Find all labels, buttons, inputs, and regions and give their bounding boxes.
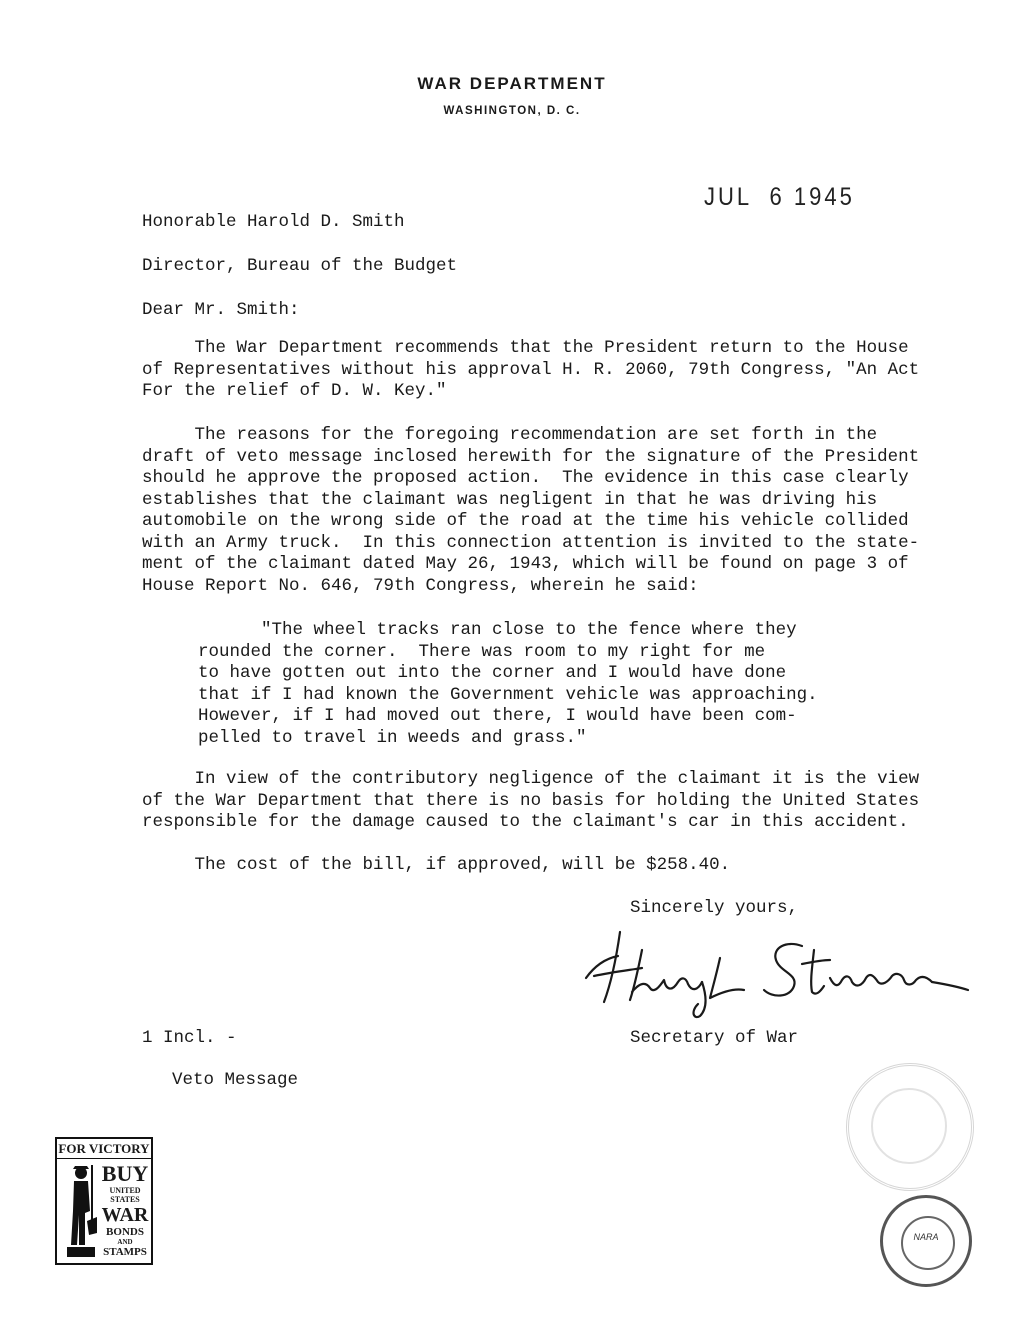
library-seal-faint [846,1063,974,1191]
paragraph-line: establishes that the claimant was negligent in that he was driving his [142,489,878,510]
paragraph-line: automobile on the wrong side of the road at the time his vehicle collided [142,511,909,531]
closing: Sincerely yours, [630,898,799,918]
letterhead-location: WASHINGTON, D. C. [443,105,581,117]
quote-line: rounded the corner. There was room to my right for me [198,641,766,662]
poster-stamps: STAMPS [103,1246,147,1258]
quote-line: "The wheel tracks ran close to the fence where they [261,620,797,640]
enclosure-item: Veto Message [172,1070,299,1090]
paragraph-line: ment of the claimant dated May 26, 1943, which will be found on page 3 of [142,554,909,574]
salutation: Dear Mr. Smith: [142,300,300,320]
poster-united: UNITED [109,1186,141,1195]
paragraph-line: draft of veto message inclosed herewith for the signature of the President [142,446,920,467]
paragraph-line: responsible for the damage caused to the claimant's car in this accident. [142,812,909,832]
paragraph-3 [142,769,919,834]
paragraph-line: In view of the contributory negligence of the claimant it is the view [142,769,920,789]
letterhead-department: WAR DEPARTMENT [417,74,607,93]
quote-line: to have gotten out into the corner and I would have done [198,663,787,683]
paragraph-4: The cost of the bill, if approved, will be $258.40. [142,855,731,875]
paragraph-line: of the War Department that there is no basis for holding the United States [142,790,920,811]
paragraph-line: should he approve the proposed action. The evidence in this case clearly [142,468,909,488]
signature [572,920,972,1020]
poster-banner: FOR VICTORY [57,1139,151,1159]
paragraph-line: House Report No. 646, 79th Congress, wherein he said: [142,575,699,596]
minuteman-icon [61,1161,101,1261]
poster-buy: BUY [101,1161,149,1186]
signer-title: Secretary of War [630,1028,799,1048]
quote-line: that if I had known the Government vehicle was approaching. [198,684,818,705]
enclosure-count: 1 Incl. - [142,1028,237,1048]
nara-stamp-label: NARA [913,1232,939,1242]
date-stamp: JUL 6 1945 [704,182,855,211]
addressee-name: Honorable Harold D. Smith [142,212,405,232]
paragraph-line: of Representatives without his approval H. R. 2060, 79th Congress, "An Act [142,359,920,380]
library-seal-inner [871,1088,947,1164]
war-bonds-poster [55,1137,153,1265]
poster-states: STATES [110,1195,140,1204]
paragraph-line: with an Army truck. In this connection attention is invited to the state- [142,532,920,553]
poster-bonds: BONDS [106,1226,144,1238]
poster-war: WAR [101,1204,149,1226]
paragraph-1 [142,338,919,403]
nara-stamp [880,1195,972,1287]
paragraph-line: The reasons for the foregoing recommendation are set forth in the [142,425,878,445]
quote-line: However, if I had moved out there, I would have been com- [198,706,797,726]
paragraph-line: The War Department recommends that the President return to the House [142,338,909,358]
block-quote [198,620,818,749]
nara-stamp-inner [901,1216,955,1270]
addressee-title: Director, Bureau of the Budget [142,256,458,276]
paragraph-2 [142,425,919,597]
quote-line: pelled to travel in weeds and grass." [198,727,587,748]
paragraph-line: For the relief of D. W. Key." [142,381,447,401]
poster-and: AND [117,1238,133,1246]
